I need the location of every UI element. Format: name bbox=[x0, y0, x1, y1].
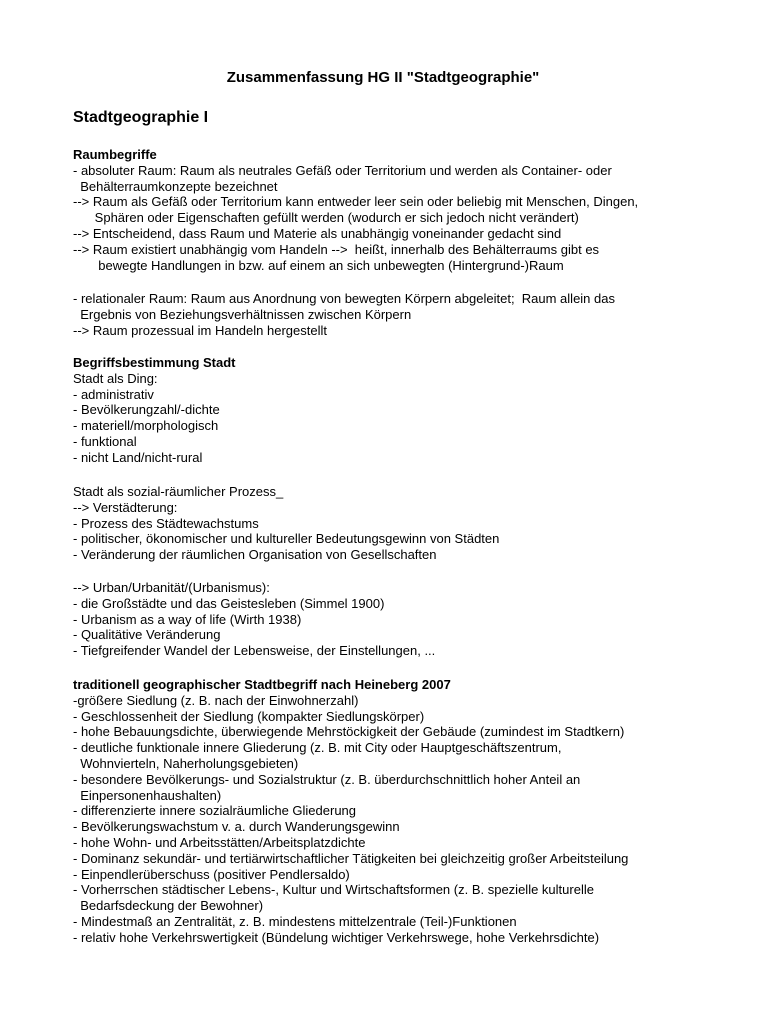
text-line: - Prozess des Städtewachstums bbox=[73, 515, 259, 531]
text-line: Wohnvierteln, Naherholungsgebieten) bbox=[73, 755, 299, 771]
text-line: - Veränderung der räumlichen Organisation von Gesellschaften bbox=[73, 547, 437, 563]
text-line: - nicht Land/nicht-rural bbox=[73, 449, 203, 465]
text-line: - relativ hohe Verkehrswertigkeit (Bündelung wichtiger Verkehrswege, hohe Verkehrsdichte) bbox=[73, 929, 600, 945]
text-line: --> Entscheidend, dass Raum und Materie als unabhängig voneinander gedacht sind bbox=[73, 225, 562, 241]
text-line: - Urbanism as a way of life (Wirth 1938) bbox=[73, 611, 302, 627]
text-line: --> Raum prozessual im Handeln hergestellt bbox=[73, 322, 327, 338]
text-line: Stadt als sozial-räumlicher Prozess_ bbox=[73, 484, 284, 499]
section-prozess bbox=[73, 484, 733, 563]
text-line: Behälterraumkonzepte bezeichnet bbox=[73, 178, 278, 194]
text-line: - differenzierte innere sozialräumliche Gliederung bbox=[73, 803, 357, 819]
text-line: - besondere Bevölkerungs- und Sozialstruktur (z. B. überdurchschnittlich hoher Anteil an bbox=[73, 771, 581, 787]
section-raumbegriffe bbox=[73, 147, 733, 273]
subsection-heading: traditionell geographischer Stadtbegriff nach Heineberg 2007 bbox=[73, 677, 451, 692]
subsection-heading: Begriffsbestimmung Stadt bbox=[73, 355, 236, 370]
text-line: -größere Siedlung (z. B. nach der Einwohnerzahl) bbox=[73, 692, 359, 708]
section-relationaler-raum bbox=[73, 291, 733, 338]
text-line: - absoluter Raum: Raum als neutrales Gefäß oder Territorium und werden als Container- oder bbox=[73, 162, 612, 178]
text-line: --> Verstädterung: bbox=[73, 499, 178, 515]
text-line: - Einpendlerüberschuss (positiver Pendlersaldo) bbox=[73, 866, 350, 882]
text-line: - Dominanz sekundär- und tertiärwirtschaftlicher Tätigkeiten bei gleichzeitig großer Arbeitsteilung bbox=[73, 850, 629, 866]
section-heading: Stadtgeographie I bbox=[73, 109, 209, 126]
text-line: - deutliche funktionale innere Gliederung (z. B. mit City oder Hauptgeschäftszentrum, bbox=[73, 740, 562, 756]
text-line: - Vorherrschen städtischer Lebens-, Kultur und Wirtschaftsformen (z. B. spezielle kulturelle bbox=[73, 882, 594, 898]
text-line: - politischer, ökonomischer und kultureller Bedeutungsgewinn von Städten bbox=[73, 531, 500, 547]
section-heineberg bbox=[73, 677, 733, 946]
text-line: - Geschlossenheit der Siedlung (kompakter Siedlungskörper) bbox=[73, 708, 425, 724]
text-line: Ergebnis von Beziehungsverhältnissen zwischen Körpern bbox=[73, 306, 412, 322]
text-line: - materiell/morphologisch bbox=[73, 418, 219, 434]
text-line: --> Urban/Urbanität/(Urbanismus): bbox=[73, 580, 270, 595]
text-line: - hohe Bebauungsdichte, überwiegende Mehrstöckigkeit der Gebäude (zumindest im Stadtkern) bbox=[73, 724, 625, 740]
text-line: Einpersonenhaushalten) bbox=[73, 787, 222, 803]
text-line: - hohe Wohn- und Arbeitsstätten/Arbeitsplatzdichte bbox=[73, 834, 366, 850]
text-line: - Bevölkerungswachstum v. a. durch Wanderungsgewinn bbox=[73, 819, 400, 835]
text-line: - Bevölkerungzahl/-dichte bbox=[73, 402, 220, 418]
text-line: - administrativ bbox=[73, 386, 154, 402]
text-line: bewegte Handlungen in bzw. auf einem an sich unbewegten (Hintergrund-)Raum bbox=[73, 257, 564, 273]
text-line: - Qualitätive Veränderung bbox=[73, 627, 221, 643]
text-line: - funktional bbox=[73, 433, 137, 449]
text-line: - relationaler Raum: Raum aus Anordnung von bewegten Körpern abgeleitet; Raum allein das bbox=[73, 291, 615, 306]
section-urbanitaet bbox=[73, 580, 733, 659]
text-line: - die Großstädte und das Geistesleben (Simmel 1900) bbox=[73, 595, 385, 611]
text-line: Bedarfsdeckung der Bewohner) bbox=[73, 898, 264, 914]
text-line: - Tiefgreifender Wandel der Lebensweise, der Einstellungen, ... bbox=[73, 643, 436, 659]
text-line: --> Raum existiert unabhängig vom Handeln --> heißt, innerhalb des Behälterraums gibt es bbox=[73, 241, 600, 257]
text-line: Sphären oder Eigenschaften gefüllt werden (wodurch er sich jedoch nicht verändert) bbox=[73, 210, 579, 226]
text-line: --> Raum als Gefäß oder Territorium kann entweder leer sein oder beliebig mit Menschen, Dingen, bbox=[73, 194, 639, 210]
text-line: Stadt als Ding: bbox=[73, 370, 158, 386]
text-line: - Mindestmaß an Zentralität, z. B. mindestens mittelzentrale (Teil-)Funktionen bbox=[73, 913, 517, 929]
subsection-heading: Raumbegriffe bbox=[73, 147, 157, 162]
document-title: Zusammenfassung HG II "Stadtgeographie" bbox=[226, 69, 540, 86]
section-begriffsbestimmung bbox=[73, 355, 733, 466]
